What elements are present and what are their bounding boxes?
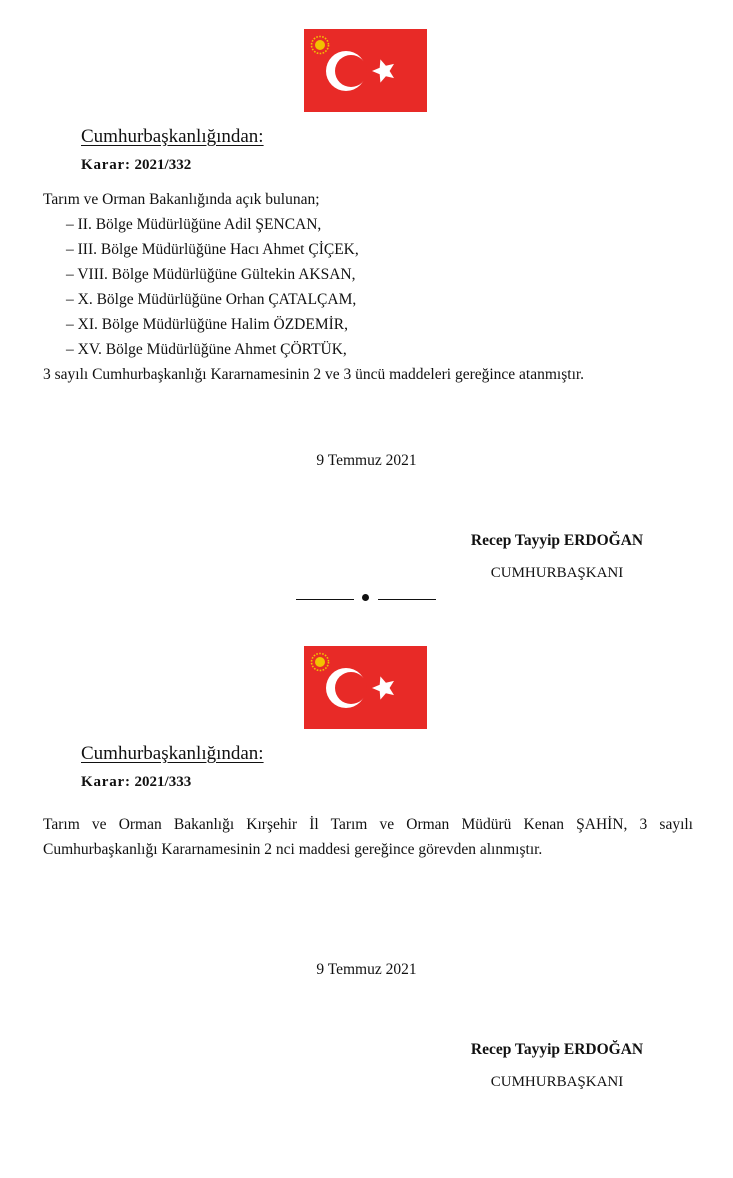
karar-label: Karar:: [81, 774, 131, 790]
decision-intro: Tarım ve Orman Bakanlığında açık bulunan;: [43, 191, 320, 208]
karar-number: 2021/333: [134, 774, 192, 790]
decision-body-line: Cumhurbaşkanlığı Kararnamesinin 2 nci maddesi gereğince görevden alınmıştır.: [43, 841, 543, 858]
appointment-item: – XI. Bölge Müdürlüğüne Halim ÖZDEMİR,: [66, 316, 348, 333]
karar-label: Karar:: [81, 157, 131, 173]
decision-closing: 3 sayılı Cumhurbaşkanlığı Kararnamesinin 2 ve 3 üncü maddeleri gereğince atanmıştır.: [43, 366, 585, 383]
section-divider: [296, 590, 436, 604]
decision-date: 9 Temmuz 2021: [316, 961, 417, 978]
signatory-title: CUMHURBAŞKANI: [490, 1074, 624, 1090]
appointment-item: – II. Bölge Müdürlüğüne Adil ŞENCAN,: [66, 216, 322, 233]
decision-body: [43, 812, 693, 862]
appointment-item: – III. Bölge Müdürlüğüne Hacı Ahmet ÇİÇEK,: [66, 241, 359, 258]
flag-emblem-icon: [304, 29, 427, 112]
page-heading: Cumhurbaşkanlığından:: [81, 743, 264, 764]
signatory-title: CUMHURBAŞKANI: [490, 565, 624, 581]
appointment-item: – VIII. Bölge Müdürlüğüne Gültekin AKSAN,: [66, 266, 356, 283]
appointment-item: – XV. Bölge Müdürlüğüne Ahmet ÇÖRTÜK,: [66, 341, 347, 358]
decision-number: [81, 774, 191, 791]
turkish-flag: [304, 29, 427, 112]
turkish-flag: [304, 646, 427, 729]
decision-body-line: Tarım ve Orman Bakanlığı Kırşehir İl Tarım ve Orman Müdürü Kenan ŞAHİN, 3 sayılı: [43, 816, 693, 833]
karar-number: 2021/332: [134, 157, 192, 173]
decision-number: [81, 157, 191, 174]
appointment-item: – X. Bölge Müdürlüğüne Orhan ÇATALÇAM,: [66, 291, 357, 308]
page-heading: Cumhurbaşkanlığından:: [81, 126, 264, 147]
signatory-name: Recep Tayyip ERDOĞAN: [470, 1041, 644, 1058]
divider-dot-icon: [362, 594, 369, 601]
signatory-name: Recep Tayyip ERDOĞAN: [470, 532, 644, 549]
flag-emblem-icon: [304, 646, 427, 729]
decision-date: 9 Temmuz 2021: [316, 452, 417, 469]
